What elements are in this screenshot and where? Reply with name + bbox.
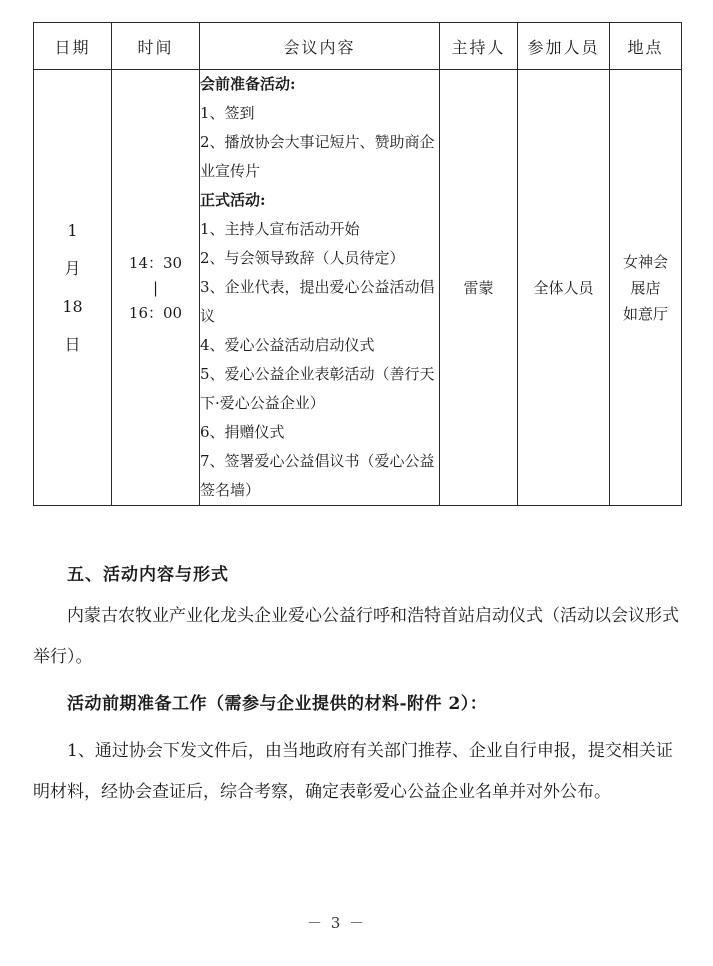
content-section2-item-4: 4、爱心公益活动启动仪式 [200, 336, 375, 354]
table-header-host: 主持人 [440, 23, 518, 70]
cell-place [610, 70, 682, 506]
content-section2-item-2: 2、与会领导致辞（人员待定） [200, 249, 405, 267]
meeting-agenda-table [33, 22, 682, 506]
content-section2-item-6: 6、捐赠仪式 [200, 423, 285, 441]
content-section2-item-7: 7、签署爱心公益倡议书（爱心公益签名墙） [200, 452, 435, 499]
page-footer [0, 912, 713, 933]
table-header-place: 地点 [610, 23, 682, 70]
meeting-agenda-table-wrapper [33, 22, 681, 506]
table-header-row [34, 23, 682, 70]
date-line-day-char: 日 [64, 334, 81, 354]
body-paragraph-3: 1、通过协会下发文件后，由当地政府有关部门推荐、企业自行申报，提交相关证明材料，经协会查证后，综合考察，确定表彰爱心公益企业名单并对外公布。 [33, 741, 673, 802]
content-section2-item-1: 1、主持人宣布活动开始 [200, 220, 360, 238]
content-section2-title: 正式活动: [200, 191, 266, 209]
date-line-day-num: 18 [62, 296, 83, 316]
time-separator: | [152, 278, 159, 297]
content-section2-item-3: 3、企业代表，提出爱心公益活动倡议 [200, 278, 435, 325]
cell-time [112, 70, 200, 506]
cell-date [34, 70, 112, 506]
body-paragraph-2: 活动前期准备工作（需参与企业提供的材料-附件 2）： [67, 694, 488, 714]
table-header-participants: 参加人员 [518, 23, 610, 70]
table-row [34, 70, 682, 506]
cell-content [200, 70, 440, 506]
table-header-content: 会议内容 [200, 23, 440, 70]
place-line-1: 女神会 [622, 252, 668, 271]
table-header-date: 日期 [34, 23, 112, 70]
content-section1-item-2: 2、播放协会大事记短片、赞助商企业宣传片 [200, 133, 435, 180]
content-section1-item-1: 1、签到 [200, 104, 255, 122]
document-body [33, 555, 681, 813]
time-start: 14：30 [128, 253, 183, 272]
date-line-month-char: 月 [64, 258, 81, 278]
date-line-month-num: 1 [67, 220, 78, 240]
place-line-3: 如意厅 [622, 304, 668, 323]
cell-participants: 全体人员 [518, 70, 610, 506]
cell-host: 雷蒙 [440, 70, 518, 506]
page-number: － 3 － [306, 914, 367, 932]
section-heading: 五、活动内容与形式 [67, 565, 229, 585]
place-line-2: 展店 [630, 278, 661, 297]
content-section2-item-5: 5、爱心公益企业表彰活动（善行天下·爱心公益企业） [200, 365, 435, 412]
content-section1-title: 会前准备活动: [200, 75, 296, 93]
table-header-time: 时间 [112, 23, 200, 70]
time-end: 16：00 [128, 303, 183, 322]
body-paragraph-1: 内蒙古农牧业产业化龙头企业爱心公益行呼和浩特首站启动仪式（活动以会议形式举行）。 [33, 606, 679, 667]
